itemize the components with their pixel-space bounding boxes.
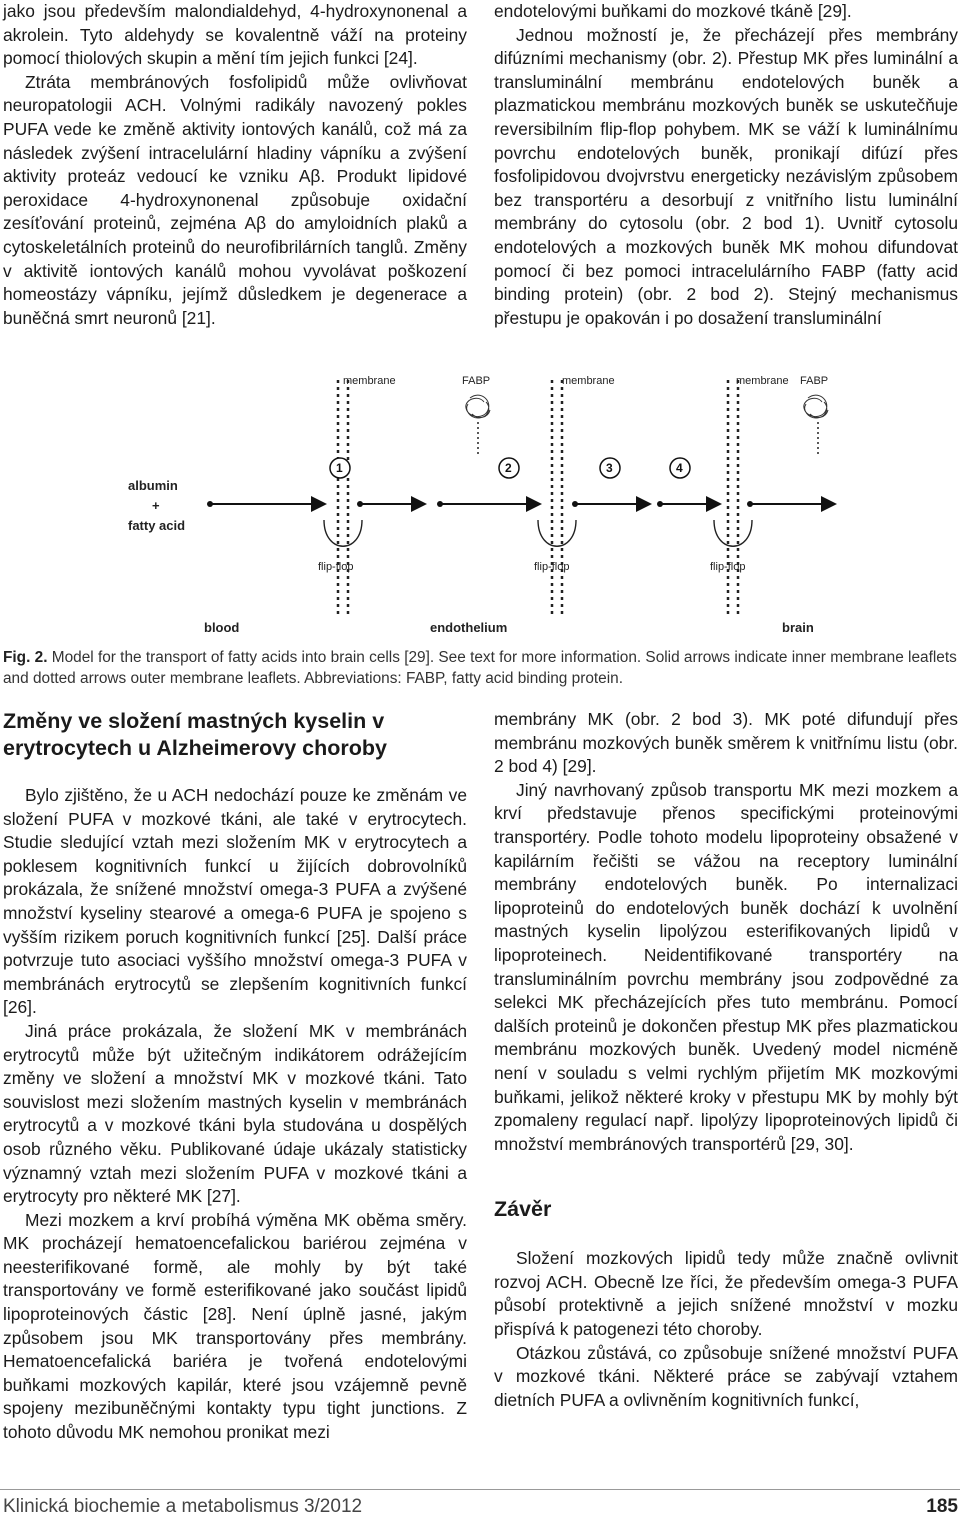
footer-journal: Klinická biochemie a metabolismus 3/2012 — [3, 1496, 363, 1517]
svg-text:3: 3 — [606, 461, 613, 475]
paragraph: Ztráta membránových fosfolipidů může ovlivňovat neuropatologii ACH. Volnými radikály navozený pokles PUFA vede ke změně aktivity iontových kanálů, což má za následek zvýšení intracelulární hladiny vápníku a zvýšení aktivity proteáz vedoucí ke vzniku Aβ. Produkt lipidové peroxidace 4-hydroxynonenal způsobuje oxidační zesíťování proteinů, zejména Aβ do amyloidních plaků a cytoskeletálních proteinů do neurofibrilárních tanglů. Změny v aktivitě iontových kanálů mohou vyvolávat poškození homeostázy vápníku, jejímž důsledkem je degenerace a buněčná smrt neuronů [21]. — [3, 71, 467, 328]
paragraph: Otázkou zůstává, co způsobuje snížené množství PUFA v mozkové tkáni. Některé práce se zabývají vztahem dietních PUFA a ovlivněním kognitivních funkcí, — [494, 1342, 958, 1410]
paragraph: jako jsou především malondialdehyd, 4-hydroxynonenal a akrolein. Tyto aldehydy se kovalentně váží na proteiny pomocí thiolových skupin a mění tím jejich funkci [24]. — [3, 1, 467, 69]
paragraph: membrány MK (obr. 2 bod 3). MK poté difundují přes membránu mozkových buněk směrem k vnitřnímu listu (obr. 2 bod 4) [29]. — [494, 709, 958, 777]
paragraph: Jiná práce prokázala, že složení MK v membránách erytrocytů může být užitečným indikátorem odrážejícím změny ve složení a množství MK v mozkové tkáni. Tato souvislost mezi složením mastných kyselin v membránách erytrocytů a v mozkové tkáni byla studována u dospělých osob různého věku. Publikované údaje ukázaly statisticky významný vztah mezi složením PUFA v mozkové tkáni a erytrocyty pro některé MK [27]. — [3, 1020, 467, 1207]
paragraph: Bylo zjištěno, že u ACH nedochází pouze ke změnám ve složení PUFA v mozkové tkáni, ale také v erytrocytech. Studie sledující vztah mezi složením MK v erytrocytech a poklesem kognitivních funkcí u žijících dobrovolníků prokázala, že snížené množství omega-3 PUFA a zvýšené množství kyseliny stearové a omega-6 PUFA je spojeno s vyšším rizikem poruch kognitivních funkcí [25]. Další práce potvrzuje tuto asociaci vyššího množství omega-3 PUFA v membránách erytrocytů se zlepšením kognitivních funkcí [26]. — [3, 785, 467, 1018]
fabp-label: FABP — [462, 375, 491, 387]
top-right-column — [494, 0, 958, 330]
step-marker — [330, 458, 350, 478]
svg-text:2: 2 — [505, 461, 512, 475]
step-marker — [670, 458, 690, 478]
section-heading: Změny ve složení mastných kyselin v erytrocytech u Alzheimerovy choroby — [3, 709, 387, 760]
flip-flop-label: flip-flop — [534, 561, 570, 573]
page-number: 185 — [926, 1496, 958, 1517]
bottom-left-column — [3, 708, 467, 1445]
footer-divider — [0, 1489, 960, 1490]
fabp-protein-icon — [466, 395, 490, 418]
endothelium-label: endothelium — [430, 620, 508, 635]
step-marker — [600, 458, 620, 478]
membrane-label: membrane — [736, 375, 789, 387]
svg-text:4: 4 — [676, 461, 683, 475]
blood-label: blood — [204, 620, 240, 635]
step-marker — [499, 458, 519, 478]
section-heading: Závěr — [494, 1197, 552, 1222]
paragraph: endotelovými buňkami do mozkové tkáně [29]. — [494, 1, 852, 21]
fabp-label: FABP — [800, 375, 829, 387]
plus-label: + — [152, 498, 160, 513]
paragraph: Jednou možností je, že přecházejí přes membrány difúzními mechanismy (obr. 2). Přestup MK přes luminální a transluminální membránu endotelových buněk a plazmatickou membránu mozkových buněk se uskutečňuje reversibilním flip-flop pohybem. MK se váží k luminálnímu povrchu endotelových buněk, pronikají difúzí přes fosfolipidovou dvojvrstvu energeticky nezávislým způsobem bez transportéru a desorbují z vnitřního listu luminální membrány do cytosolu (obr. 2 bod 1). Uvnitř cytosolu endotelových a mozkových buněk MK mohou difundovat pomocí či bez pomoci intracelulárního FABP (fatty acid binding protein) (obr. 2 bod 2). Stejný mechanismus přestupu je opakován i po dosažení transluminální — [494, 24, 958, 328]
bottom-right-column — [494, 708, 958, 1412]
caption-text: Model for the transport of fatty acids into brain cells [29]. See text for more information. Solid arrows indicate inner membrane leaflets and dotted arrows outer membrane leaflets. Abbreviations: FABP, fatty acid binding protein. — [3, 649, 957, 687]
flip-flop-label: flip-flop — [710, 561, 746, 573]
figure-caption — [3, 648, 958, 689]
brain-label: brain — [782, 620, 814, 635]
caption-label: Fig. 2. — [3, 649, 48, 666]
membrane-label: membrane — [562, 375, 615, 387]
fabp-protein-icon — [804, 395, 828, 418]
flip-flop-label: flip-flop — [318, 561, 354, 573]
top-left-column — [3, 0, 467, 330]
paragraph: Jiný navrhovaný způsob transportu MK mezi mozkem a krví představuje přenos specifickými proteinovými transportéry. Podle tohoto modelu lipoproteiny obsažené v kapilárním řečišti se vážou na receptory luminální membrány endotelových buněk. Po internalizaci lipoproteinů do endotelových buněk dochází k uvolnění mastných kyselin lipolýzou esterifikovaných lipidů v lipoproteinech. Neidentifikované transportéry na transluminálním povrchu membrány jsou zodpovědné za selekci MK přecházejících přes tuto membránu. Pomocí dalších proteinů je dokončen přestup MK přes plazmatickou membránu mozkových buněk. Uvedený model nicméně není v souladu s velmi rychlým přijetím MK mozkovými buňkami, jelikož některé kroky v přestupu MK by mohly být zpomaleny regulací např. lipolýzy lipoproteinových lipidů či množství membránových transportérů [29, 30]. — [494, 779, 958, 1154]
albumin-label: albumin — [128, 478, 178, 493]
paragraph: Složení mozkových lipidů tedy může značně ovlivnit rozvoj ACH. Obecně lze říci, že především omega-3 PUFA působí protektivně a jejich snížené množství v mozku přispívá k patogenezi této choroby. — [494, 1248, 958, 1340]
membrane-label: membrane — [343, 375, 396, 387]
fatty-acid-label: fatty acid — [128, 518, 186, 533]
paragraph: Mezi mozkem a krví probíhá výměna MK oběma směry. MK procházejí hematoencefalickou bariérou zejména v neesterifikované formě, ale mohly by být také transportovány ve formě esterifikované jako součást lipidů lipoproteinových částic [28]. Není úplně jasné, jakým způsobem jsou MK transportovány přes membrány. Hematoencefalická bariéra je tvořená endotelovými buňkami mozkových kapilár, které jsou vzájemně pevně spojeny mezibuněčnými kontakty typu tight junctions. Z tohoto důvodu MK nemohou pronikat mezi — [3, 1209, 467, 1443]
svg-text:1: 1 — [336, 461, 343, 475]
figure-transport-model — [110, 370, 850, 640]
